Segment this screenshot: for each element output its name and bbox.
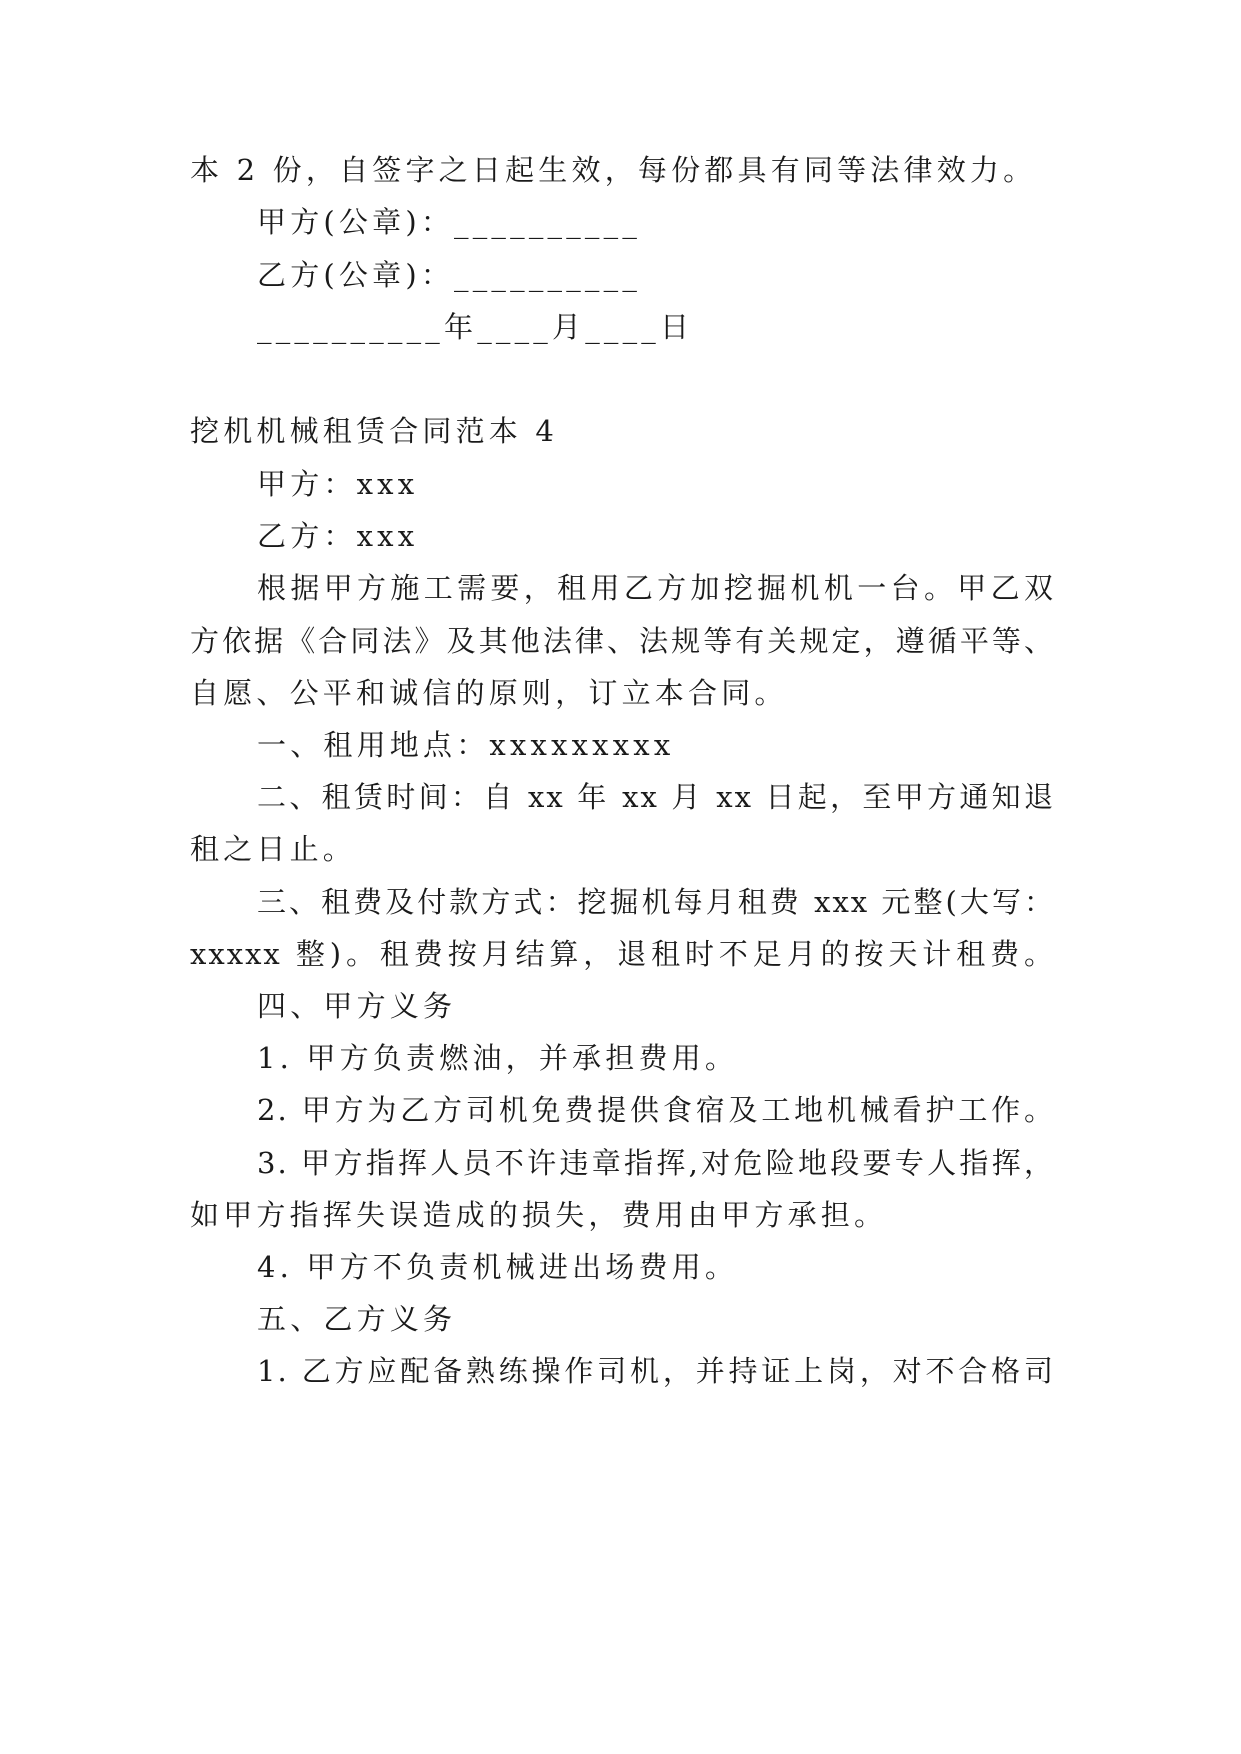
text-line: 自愿、公平和诚信的原则，订立本合同。	[190, 676, 788, 710]
clause-2: 二、租赁时间：自 xx 年 xx 月 xx 日起，至甲方通知退	[257, 780, 1055, 814]
date-line: __________年____月____日	[257, 310, 694, 344]
text-line: 根据甲方施工需要，租用乙方加挖掘机机一台。甲乙双	[257, 571, 1055, 605]
text-line: 方依据《合同法》及其他法律、法规等有关规定，遵循平等、	[190, 624, 1055, 658]
list-item: 3. 甲方指挥人员不许违章指挥,对危险地段要专人指挥，	[257, 1146, 1055, 1180]
text-line: xxxxx 整)。租费按月结算，退租时不足月的按天计租费。	[190, 937, 1055, 971]
text-line: 如甲方指挥失误造成的损失，费用由甲方承担。	[190, 1198, 888, 1232]
party-a-line: 甲方：xxx	[257, 467, 419, 501]
list-item: 1. 甲方负责燃油，并承担费用。	[257, 1041, 739, 1075]
list-item: 1. 乙方应配备熟练操作司机，并持证上岗，对不合格司	[257, 1354, 1055, 1388]
party-b-line: 乙方：xxx	[257, 519, 419, 553]
clause-4-heading: 四、甲方义务	[257, 989, 457, 1023]
section-title: 挖机机械租赁合同范本 4	[190, 414, 559, 448]
text-line: 租之日止。	[190, 832, 357, 866]
party-a-seal-line: 甲方(公章)：__________	[257, 205, 642, 239]
clause-1: 一、租用地点：xxxxxxxxx	[257, 728, 675, 762]
list-item: 4. 甲方不负责机械进出场费用。	[257, 1250, 739, 1284]
clause-3: 三、租费及付款方式：挖掘机每月租费 xxx 元整(大写：	[257, 885, 1055, 919]
list-item: 2. 甲方为乙方司机免费提供食宿及工地机械看护工作。	[257, 1093, 1055, 1127]
party-b-seal-line: 乙方(公章)：__________	[257, 258, 642, 292]
clause-5-heading: 五、乙方义务	[257, 1302, 457, 1336]
text-line: 本 2 份，自签字之日起生效，每份都具有同等法律效力。	[190, 153, 1037, 187]
